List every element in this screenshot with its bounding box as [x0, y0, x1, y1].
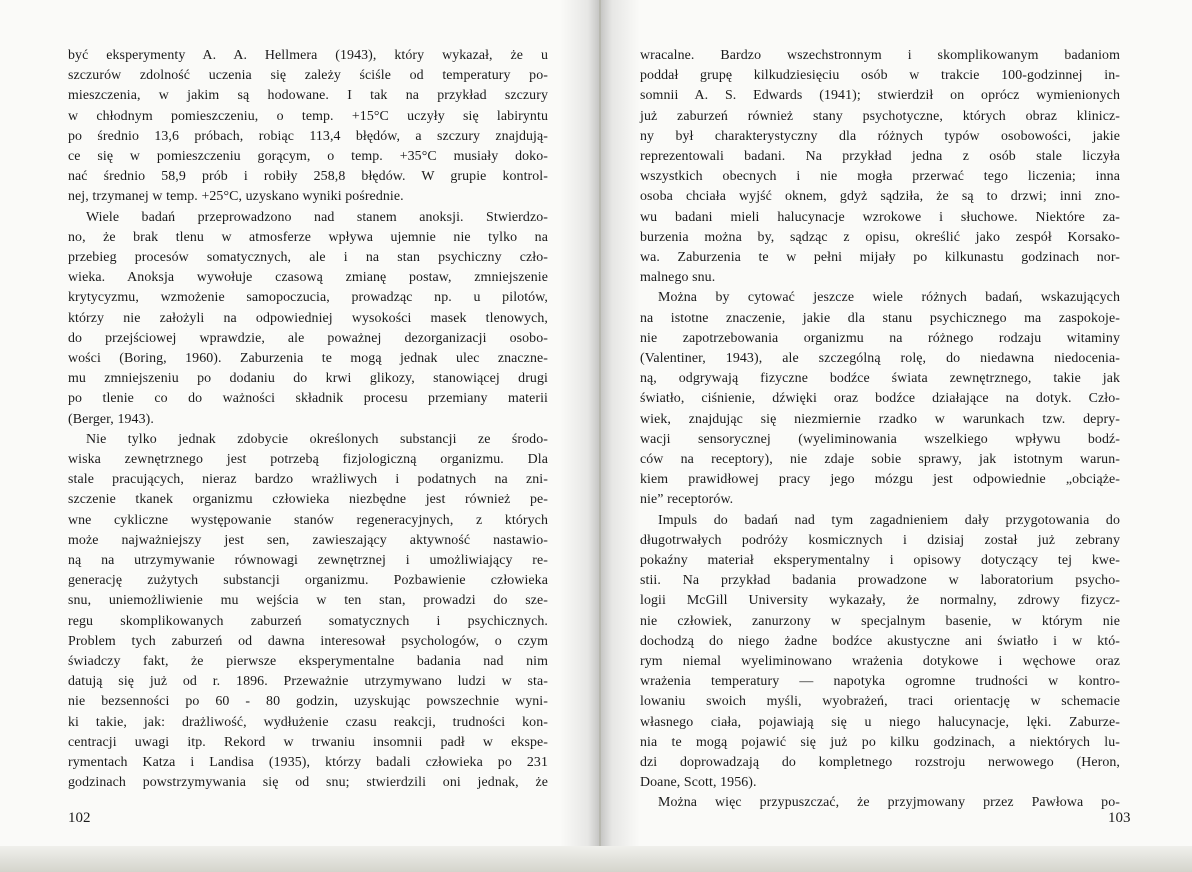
right-line-4: już zaburzeń również stany psychotyczne, których obraz klinicz-: [640, 108, 1120, 124]
left-line-6: ce się w pomieszczeniu gorącym, o temp. +35°C musiały doko-: [68, 149, 548, 164]
right-line-27: stii. Na przykład badania prowadzone w laboratorium psycho-: [640, 573, 1120, 589]
right-line-25: długotrwałych podróży kosmicznych i dzisiaj został już zebrany: [640, 532, 1120, 548]
left-line-19: (Berger, 1943).: [68, 411, 154, 427]
page-bottom-edge: [0, 846, 1192, 872]
right-line-6: reprezentowali badani. Na przykład jedna z osób stale liczyła: [640, 149, 1120, 164]
right-line-18: światło, ciśnienie, dźwięki oraz bodźce działające na dotyk. Czło-: [640, 391, 1120, 407]
right-line-37: Doane, Scott, 1956).: [640, 775, 757, 791]
left-line-4: w chłodnym pomieszczeniu, o temp. +15°C uczyły się labiryntu: [68, 108, 548, 124]
right-line-11: wa. Zaburzenia te w pełni mijały po kilkunastu godzinach nor-: [640, 250, 1120, 265]
right-line-26: pokaźny materiał eksperymentalny i opisowy dotyczący tej kwe-: [640, 553, 1120, 568]
left-line-8: nej, trzymanej w temp. +25°C, uzyskano wyniki pośrednie.: [68, 189, 404, 205]
right-line-38: Można więc przypuszczać, że przyjmowany przez Pawłowa po-: [658, 795, 1120, 811]
right-line-28: logii McGill University wykazały, że normalny, zdrowy fizycz-: [640, 593, 1120, 609]
left-line-10: no, że brak tlenu w atmosferze wpływa ujemnie nie tylko na: [68, 229, 548, 245]
left-line-21: wiska zewnętrznego jest potrzebą fizjologiczną organizmu. Dla: [68, 452, 548, 467]
right-page-number: 103: [1108, 810, 1131, 826]
left-line-13: krytycyzmu, wzmożenie samopoczucia, prowadząc np. u pilotów,: [68, 290, 548, 306]
left-line-37: godzinach powstrzymywania się od snu; stwierdzili oni jednak, że: [68, 775, 548, 791]
left-line-35: centracji uwagi itp. Rekord w trwaniu insomnii padł w ekspe-: [68, 734, 548, 750]
left-line-20: Nie tylko jednak zdobycie określonych substancji ze środo-: [86, 431, 548, 447]
right-line-14: na istotne znaczenie, jakie dla stanu psychicznego ma zaspokoje-: [640, 310, 1120, 326]
right-line-23: nie” receptorów.: [640, 492, 734, 508]
left-line-36: rymentach Katza i Landisa (1935), którzy badali człowieka po 231: [68, 755, 548, 770]
left-line-17: mu zmniejszeniu po dodaniu do krwi glikozy, stanowiącej drugi: [68, 371, 548, 387]
right-line-17: ną, odgrywają fizyczne bodźce świata zewnętrznego, takie jak: [640, 371, 1120, 387]
right-line-20: wacji sensorycznej (wyeliminowania wszelkiego wpływu bodź-: [640, 431, 1120, 447]
right-line-8: osoba chciała wyjść oknem, gdyż sądziła, że są to drzwi; inni zno-: [640, 189, 1120, 205]
left-line-9: Wiele badań przeprowadzono nad stanem anoksji. Stwierdzo-: [86, 209, 548, 225]
right-line-3: somnii A. S. Edwards (1941); stwierdził on oprócz wymienionych: [640, 88, 1120, 104]
left-line-32: datują się już od r. 1896. Przeważnie utrzymywano ludzi w sta-: [68, 674, 548, 690]
left-line-26: ną na utrzymywanie równowagi zewnętrznej i umożliwiający re-: [68, 553, 548, 568]
left-line-27: generację zużytych substancji organizmu. Pozbawienie człowieka: [68, 573, 548, 589]
right-line-35: nia te mogą pojawić się już po kilku godzinach, a niektórych lu-: [640, 734, 1120, 750]
right-line-21: ców na receptory), nie zdaje sobie sprawy, jak istotnym warun-: [640, 452, 1120, 467]
left-line-14: którzy nie założyli na odpowiedniej wysokości masek tlenowych,: [68, 310, 548, 326]
book-fold: [599, 0, 601, 872]
right-line-10: burzenia można by, sądząc z opisu, określić jako zespół Korsako-: [640, 229, 1120, 245]
left-line-31: świadczy fakt, że pierwsze eksperymentalne badania nad nim: [68, 654, 548, 669]
right-line-29: nie człowiek, zanurzony w specjalnym basenie, w którym nie: [640, 613, 1120, 629]
left-line-24: wne cykliczne występowanie stanów regeneracyjnych, z których: [68, 512, 548, 528]
right-line-34: własnego ciała, pojawiają się u niego halucynacje, lęki. Zaburze-: [640, 714, 1120, 730]
left-line-15: do przejściowej wprawdzie, ale poważnej dezorganizacji osobo-: [68, 330, 548, 346]
left-line-5: po średnio 13,6 próbach, robiąc 113,4 błędów, a szczury znajdują-: [68, 128, 548, 144]
right-line-19: wiek, znajdując się niezmiernie rzadko w warunkach tzw. depry-: [640, 411, 1120, 427]
left-line-23: szczenie tkanek organizmu człowieka niezbędne jest również pe-: [68, 492, 548, 508]
right-line-5: ny był charakterystyczny dla różnych typów osobowości, jakie: [640, 128, 1120, 144]
left-page-number: 102: [68, 810, 91, 826]
left-line-18: po tlenie co do ważności składnik procesu przemiany materii: [68, 391, 548, 407]
left-line-25: może najważniejszy jest sen, zawieszający aktywność nastawio-: [68, 532, 548, 548]
right-line-31: rym niemal wyeliminowano wrażenia dotykowe i węchowe oraz: [640, 654, 1120, 669]
left-line-12: wieka. Anoksja wywołuje czasową zmianę postaw, zmniejszenie: [68, 270, 548, 286]
right-line-13: Można by cytować jeszcze wiele różnych badań, wskazujących: [658, 290, 1120, 306]
right-line-16: (Valentiner, 1943), ale szczególną rolę, do niedawna niedocenia-: [640, 351, 1120, 366]
left-line-30: Problem tych zaburzeń od dawna interesował psychologów, o czym: [68, 633, 548, 649]
left-line-3: mieszczenia, w jakim są hodowane. I tak na przykład szczury: [68, 88, 548, 104]
left-line-34: ki takie, jak: drażliwość, wydłużenie czasu reakcji, trudności kon-: [68, 714, 548, 730]
left-line-29: regu skomplikowanych zaburzeń somatycznych i psychicznych.: [68, 613, 548, 629]
right-line-22: kiem prawidłowej pracy jego mózgu jest odpowiednie „obciąże-: [640, 472, 1120, 488]
right-line-32: wrażenia temperatury — napotyka ogromne trudności w kontro-: [640, 674, 1120, 690]
right-line-24: Impuls do badań nad tym zagadnieniem dały przygotowania do: [658, 512, 1120, 528]
left-line-11: przebieg procesów somatycznych, ale i na stan psychiczny czło-: [68, 250, 548, 265]
left-line-22: stale pracujących, nieraz bardzo wrażliwych i podatnych na zni-: [68, 472, 548, 488]
right-line-12: malnego snu.: [640, 270, 716, 286]
left-line-7: nać średnio 58,9 prób i robiły 258,8 błędów. W grupie kontrol-: [68, 169, 548, 185]
right-line-9: wu badani mieli halucynacje wzrokowe i słuchowe. Niektóre za-: [640, 209, 1120, 225]
right-line-15: nie zapotrzebowania organizmu na różnego rodzaju witaminy: [640, 330, 1120, 346]
left-line-1: być eksperymenty A. A. Hellmera (1943), który wykazał, że u: [68, 48, 548, 63]
left-line-33: nie bezsenności po 60 - 80 godzin, uzyskując powszechnie wyni-: [68, 694, 548, 710]
right-line-1: wracalne. Bardzo wszechstronnym i skomplikowanym badaniom: [640, 48, 1120, 63]
left-line-28: snu, uniemożliwienie mu wejścia w ten stan, prowadzi do sze-: [68, 593, 548, 609]
right-line-33: lowaniu swoich myśli, wyobrażeń, traci orientację w schemacie: [640, 694, 1120, 710]
right-line-36: dzi doprowadzają do kompletnego rozstroju nerwowego (Heron,: [640, 755, 1120, 770]
left-line-2: szczurów zdolność uczenia się zależy ściśle od temperatury po-: [68, 68, 548, 84]
right-line-2: poddał grupę kilkudziesięciu osób w trakcie 100-godzinnej in-: [640, 68, 1120, 84]
left-line-16: wości (Boring, 1960). Zaburzenia te mogą jednak ulec znaczne-: [68, 351, 548, 366]
right-line-30: dochodzą do niego żadne bodźce akustyczne ani światło i w któ-: [640, 633, 1120, 649]
right-line-7: wszystkich obecnych i nie mogła przerwać tego liczenia; inna: [640, 169, 1120, 185]
